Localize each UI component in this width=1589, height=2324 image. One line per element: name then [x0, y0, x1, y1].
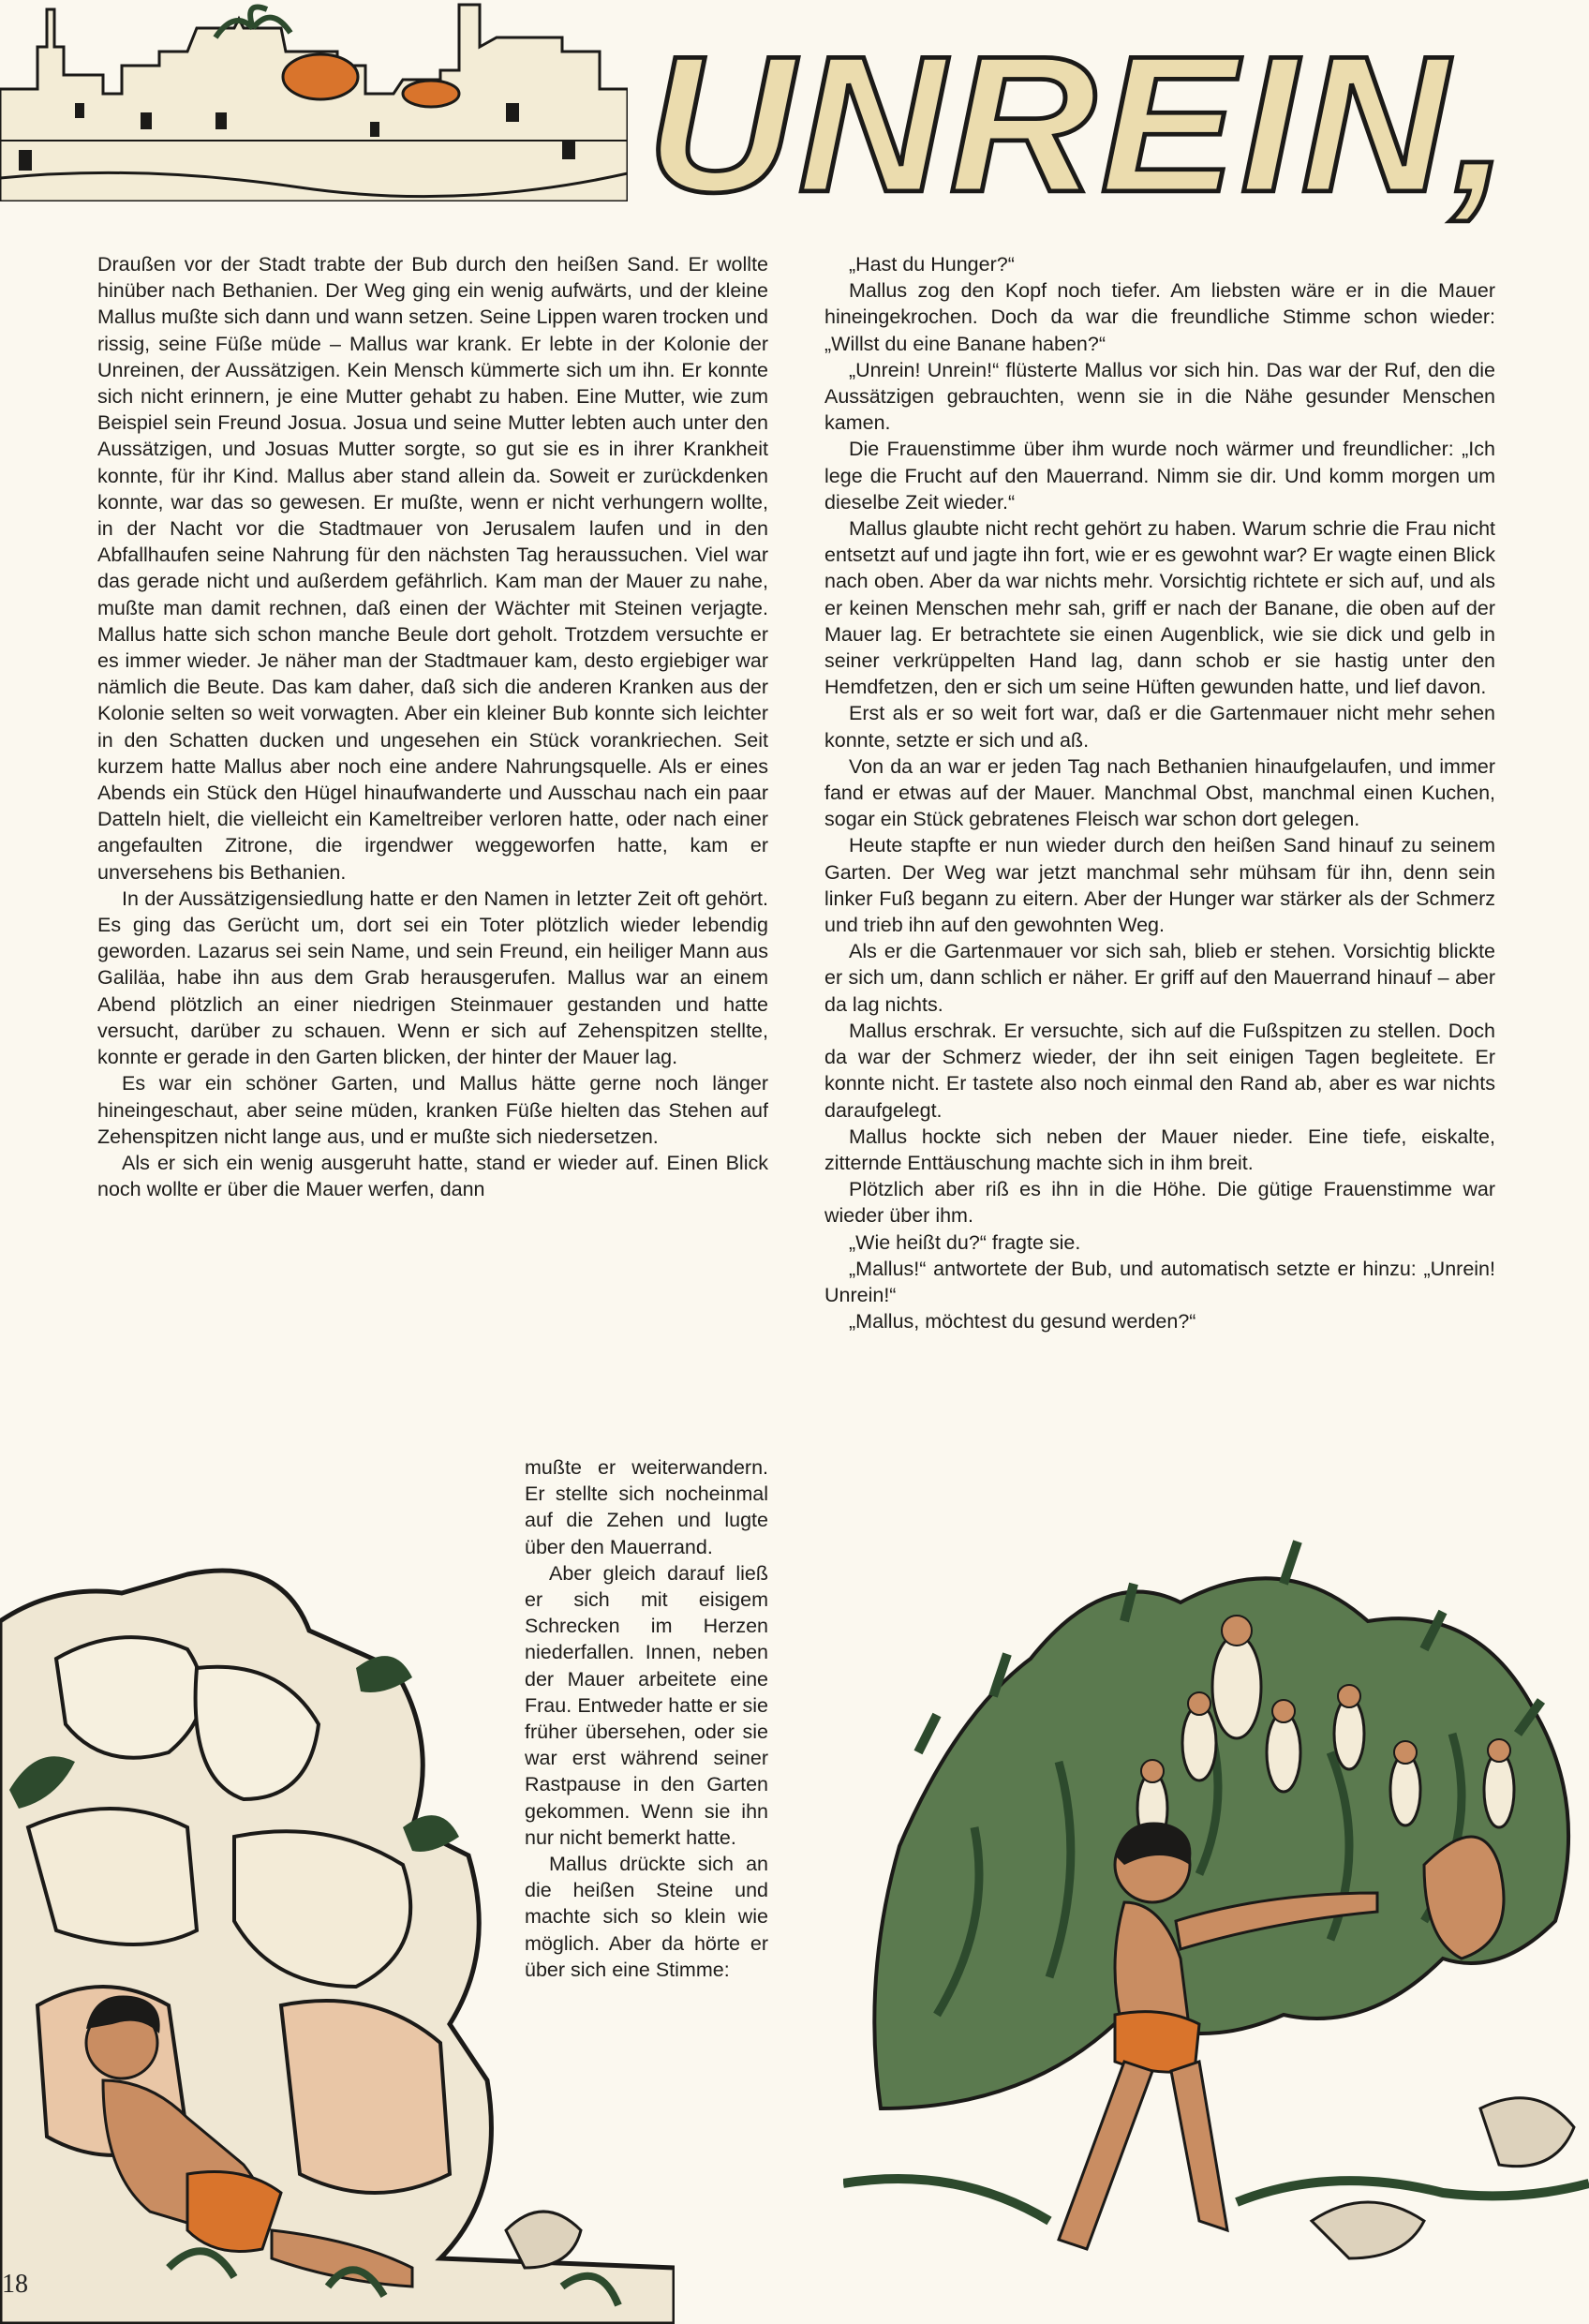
paragraph: Von da an war er jeden Tag nach Bethanien hinaufgelaufen, und immer fand er etwas auf der Mauer. Manchmal Obst, manchmal einen Kuchen, sogar ein Stück gebratenes Fleisch war schon dort gelegen. [824, 754, 1495, 831]
city-skyline-icon [0, 0, 628, 201]
paragraph: „Mallus, möchtest du gesund werden?“ [849, 1310, 1196, 1333]
paragraph: „Unrein! Unrein!“ flüsterte Mallus vor sich hin. Das war der Ruf, den die Aussätzigen gebrauchten, wenn sie in die Nähe gesunder Menschen kamen. [824, 358, 1495, 435]
paragraph: Als er die Gartenmauer vor sich sah, blieb er stehen. Vorsichtig blickte er sich um, dann schlich er näher. Er griff auf den Mauerrand hinauf – aber da lag nichts. [824, 940, 1495, 1016]
paragraph: Es war ein schöner Garten, und Mallus hätte gerne noch länger hineingeschaut, aber seine müden, kranken Füße hielten das Stehen auf Zehenspitzen nicht lange aus, und er mußte sich niedersetzen. [97, 1072, 768, 1148]
page-number: 18 [2, 2270, 28, 2299]
article-column-left [97, 251, 768, 1202]
paragraph: mußte er weiterwandern. Er stellte sich nocheinmal auf die Zehen und lugte über den Mauerrand. [525, 1456, 768, 1558]
paragraph: Aber gleich darauf ließ er sich mit eisigem Schrecken im Herzen niederfallen. Innen, neben der Mauer arbeitete eine Frau. Entweder hatte er sie früher übersehen, oder sie war erst während seiner Rastpause in den Garten gekommen. Wenn sie ihn nur nicht bemerkt hatte. [525, 1561, 768, 1849]
paragraph: Als er sich ein wenig ausgeruht hatte, stand er wieder auf. Einen Blick noch wollte er über die Mauer werfen, dann [97, 1151, 768, 1201]
paragraph: Erst als er so weit fort war, daß er die Gartenmauer nicht mehr sehen konnte, setzte er sich und aß. [824, 702, 1495, 752]
paragraph: Mallus erschrak. Er versuchte, sich auf die Fußspitzen zu stellen. Doch da war der Schmerz wieder, der ihn seit einigen Tagen begleitete. Er konnte nicht. Er tastete also noch einmal den Rand ab, aber es war nichts daraufgelegt. [824, 1019, 1495, 1122]
boy-at-wall-with-crowd-illustration [843, 1452, 1589, 2324]
paragraph: Mallus drückte sich an die heißen Steine und machte sich so klein wie möglich. Aber da hörte er über sich eine Stimme: [525, 1853, 768, 1981]
paragraph: „Mallus!“ antwortete der Bub, und automatisch setzte er hinzu: „Unrein! Unrein!“ [824, 1257, 1495, 1306]
paragraph: Mallus zog den Kopf noch tiefer. Am liebsten wäre er in die Mauer hineingekrochen. Doch da war die freundliche Stimme schon wieder: „Willst du eine Banane haben?“ [824, 279, 1495, 355]
page-title: UNREIN, [646, 16, 1513, 233]
paragraph: „Wie heißt du?“ fragte sie. [849, 1230, 1081, 1254]
paragraph: In der Aussätzigensiedlung hatte er den Namen in letzter Zeit oft gehört. Es ging das Gerücht um, dort sei ein Toter plötzlich wieder lebendig geworden. Lazarus sei sein Name, und sein Freund, ein heiliger Mann aus Galiläa, habe ihn aus dem Grab herausgerufen. Mallus war an einem Abend plötzlich an einer niedrigen Steinmauer gestanden und hatte versucht, darüber zu schauen. Wenn er sich auf Zehenspitzen stellte, konnte er gerade in den Garten blicken, der hinter der Mauer lag. [97, 886, 768, 1069]
paragraph: Mallus hockte sich neben der Mauer nieder. Eine tiefe, eiskalte, zitternde Enttäuschung machte sich in ihm breit. [824, 1125, 1495, 1174]
article-column-right [824, 251, 1495, 1334]
paragraph: „Hast du Hunger?“ [849, 253, 1015, 276]
paragraph: Heute stapfte er nun wieder durch den heißen Sand hinauf zu seinem Garten. Der Weg war jetzt manchmal sehr mühsam für ihn, denn sein linker Fuß begann zu eitern. Aber der Hunger war stärker als der Schmerz und trieb ihn auf den gewohnten Weg. [824, 834, 1495, 937]
paragraph: Mallus glaubte nicht recht gehört zu haben. Warum schrie die Frau nicht entsetzt auf und jagte ihn fort, wie er es gewohnt war? Er wagte einen Blick nach oben. Aber da war nichts mehr. Vorsichtig richtete er sich auf, und als er keinen Menschen mehr sah, griff er nach der Banane, die oben auf der Mauer lag. Er betrachtete sie einen Augenblick, wie sie dick und gelb in seiner verkrüppelten Hand lag, dann schob er sie hastig unter den Hemdfetzen, den er sich um seine Hüften gewunden hatte, und lief davon. [824, 517, 1495, 699]
boy-lying-at-rocks-illustration [0, 1518, 675, 2324]
paragraph: Draußen vor der Stadt trabte der Bub durch den heißen Sand. Er wollte hinüber nach Bethanien. Der Weg ging ein wenig aufwärts, und der kleine Mallus mußte sich dann und wann setzen. Seine Lippen waren trocken und rissig, seine Füße müde – Mallus war krank. Er lebte in der Kolonie der Unreinen, der Aussätzigen. Kein Mensch kümmerte sich um ihn. Er konnte sich nicht erinnern, je eine Mutter gehabt zu haben. Eine Mutter, wie zum Beispiel sein Freund Josua. Josua und seine Mutter lebten auch unter den Aussätzigen, und Josuas Mutter sorgte, so gut sie es in ihrer Krankheit konnte, für ihr Kind. Mallus aber stand allein da. Soweit er zurückdenken konnte, war das so gewesen. Er mußte, wenn er nicht verhungern wollte, in der Nacht vor die Stadtmauer von Jerusalem laufen und in den Abfallhaufen seine Nahrung für den nächsten Tag heraussuchen. Viel war das gerade nicht und außerdem gefährlich. Kam man der Mauer zu nahe, mußte man damit rechnen, daß einen der Wächter mit Steinen verjagte. Mallus hatte sich schon manche Beule dort geholt. Trotzdem versuchte er es immer wieder. Je näher man der Stadtmauer kam, desto ergiebiger war nämlich die Beute. Das kam daher, daß sich die anderen Kranken aus der Kolonie selten so weit vorwagten. Aber ein kleiner Bub konnte sich leichter in den Schatten ducken und ungesehen ein Stück vorankriechen. Seit kurzem hatte Mallus aber noch eine andere Nahrungsquelle. Als er eines Abends ein Stück den Hügel hinaufwanderte und Ausschau nach ein paar Datteln hielt, die vielleicht ein Kameltreiber verloren hatte, oder nach einer angefaulten Zitrone, die irgendwer weggeworfen hatte, kam er unversehens bis Bethanien. [97, 253, 768, 884]
paragraph: Plötzlich aber riß es ihn in die Höhe. Die gütige Frauenstimme war wieder über ihm. [824, 1178, 1495, 1228]
paragraph: Die Frauenstimme über ihm wurde noch wärmer und freundlicher: „Ich lege die Frucht auf den Mauerrand. Nimm sie dir. Und komm morgen um dieselbe Zeit wieder.“ [824, 438, 1495, 514]
